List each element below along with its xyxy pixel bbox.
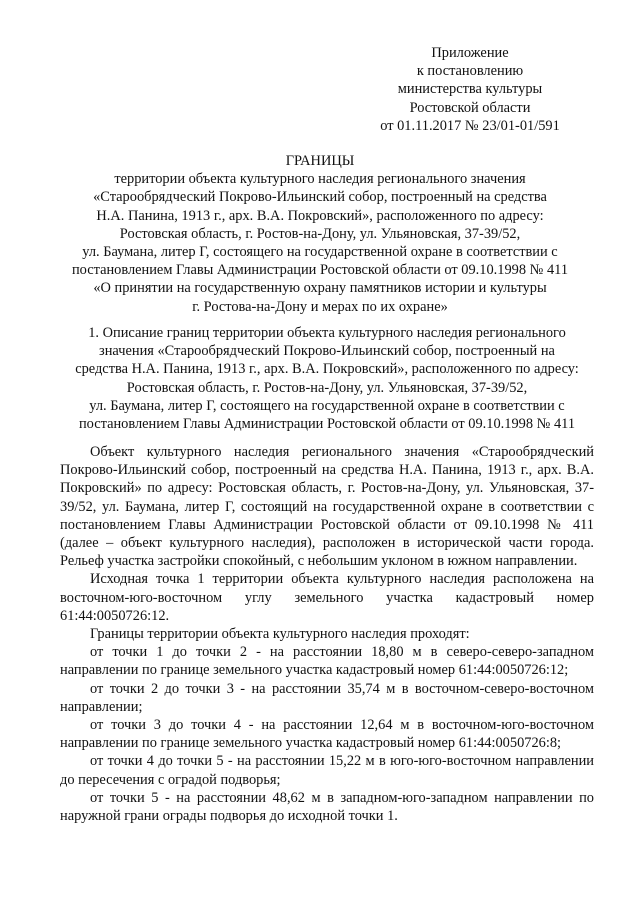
appendix-line: Ростовской области: [409, 99, 531, 116]
boundary-segment-2-3: от точки 2 до точки 3 - на расстоянии 35,74 м в восточном-северо-восточном направлении;: [60, 680, 594, 715]
title-line: постановлением Главы Администрации Ростовской области от 09.10.1998 № 411: [71, 262, 569, 279]
title-line: «Старообрядческий Покрово-Ильинский собор, построенный на средства: [93, 189, 547, 206]
appendix-line: от 01.11.2017 № 23/01-01/591: [380, 117, 560, 134]
section-line: постановлением Главы Администрации Ростовской области от 09.10.1998 № 411: [78, 416, 576, 433]
section-line: Ростовская область, г. Ростов-на-Дону, ул. Ульяновская, 37-39/52,: [126, 379, 528, 396]
section-line: значения «Старообрядческий Покрово-Ильинский собор, построенный на: [99, 343, 555, 360]
body-paragraph: Объект культурного наследия регионального значения «Старообрядческий Покрово-Ильинский собор, построенный на средства Н.А. Панина, 1913 г., арх. В.А. Покровский» по адресу: Ростовская область, г. Ростов-на-Дону, ул. Ульяновская, 37-39/52, ул. Баумана, литер Г, состоящий на государственной охране в соответствии с постановлением Главы Администрации Ростовской области от 09.10.1998 № 411 (далее – объект культурного наследия), расположен в исторической части города. Рельеф участка застройки спокойный, с небольшим уклоном в южном направлении.: [60, 444, 594, 570]
title-line: «О принятии на государственную охрану памятников истории и культуры: [93, 280, 547, 297]
title-heading: ГРАНИЦЫ: [285, 153, 355, 169]
appendix-line: Приложение: [431, 45, 509, 61]
title-line: г. Ростова-на-Дону и мерах по их охране»: [192, 298, 448, 315]
boundary-segment-4-5: от точки 4 до точки 5 - на расстоянии 15,22 м в юго-юго-восточном направлении до пересечения с оградой подворья;: [60, 753, 594, 788]
appendix-line: к постановлению: [416, 63, 524, 80]
body-paragraph: Исходная точка 1 территории объекта культурного наследия расположена на восточном-юго-восточном углу земельного участка кадастровый номер 61:44:0050726:12.: [60, 571, 594, 624]
boundary-segment-3-4: от точки 3 до точки 4 - на расстоянии 12,64 м в восточном-юго-восточном направлении по границе земельного участка кадастровый номер 61:44:0050726:8;: [60, 717, 594, 752]
title-line: Ростовская область, г. Ростов-на-Дону, ул. Ульяновская, 37-39/52,: [119, 225, 521, 242]
title-line: Н.А. Панина, 1913 г., арх. В.А. Покровский», расположенного по адресу:: [96, 207, 544, 224]
title-line: ул. Баумана, литер Г, состоящего на государственной охране в соответствии с: [82, 244, 558, 261]
title-line: территории объекта культурного наследия регионального значения: [114, 171, 526, 188]
section-line: 1. Описание границ территории объекта культурного наследия регионального: [88, 325, 566, 341]
section-heading: [60, 324, 594, 433]
boundary-segment-5-1: от точки 5 - на расстоянии 48,62 м в западном-юго-западном направлении по наружной грани ограды подворья до исходной точки 1.: [60, 789, 594, 825]
section-line: ул. Баумана, литер Г, состоящего на государственной охране в соответствии с: [89, 397, 565, 414]
body-paragraph: Границы территории объекта культурного наследия проходят:: [90, 626, 470, 643]
appendix-line: министерства культуры: [397, 81, 543, 98]
boundary-segment-1-2: от точки 1 до точки 2 - на расстоянии 18,80 м в северо-северо-западном направлении по границе земельного участка кадастровый номер 61:44:0050726:12;: [60, 644, 594, 679]
document-body: [60, 443, 594, 825]
appendix-header: [340, 44, 600, 135]
document-title: [60, 152, 580, 316]
section-line: средства Н.А. Панина, 1913 г., арх. В.А. Покровский», расположенного по адресу:: [75, 361, 579, 378]
